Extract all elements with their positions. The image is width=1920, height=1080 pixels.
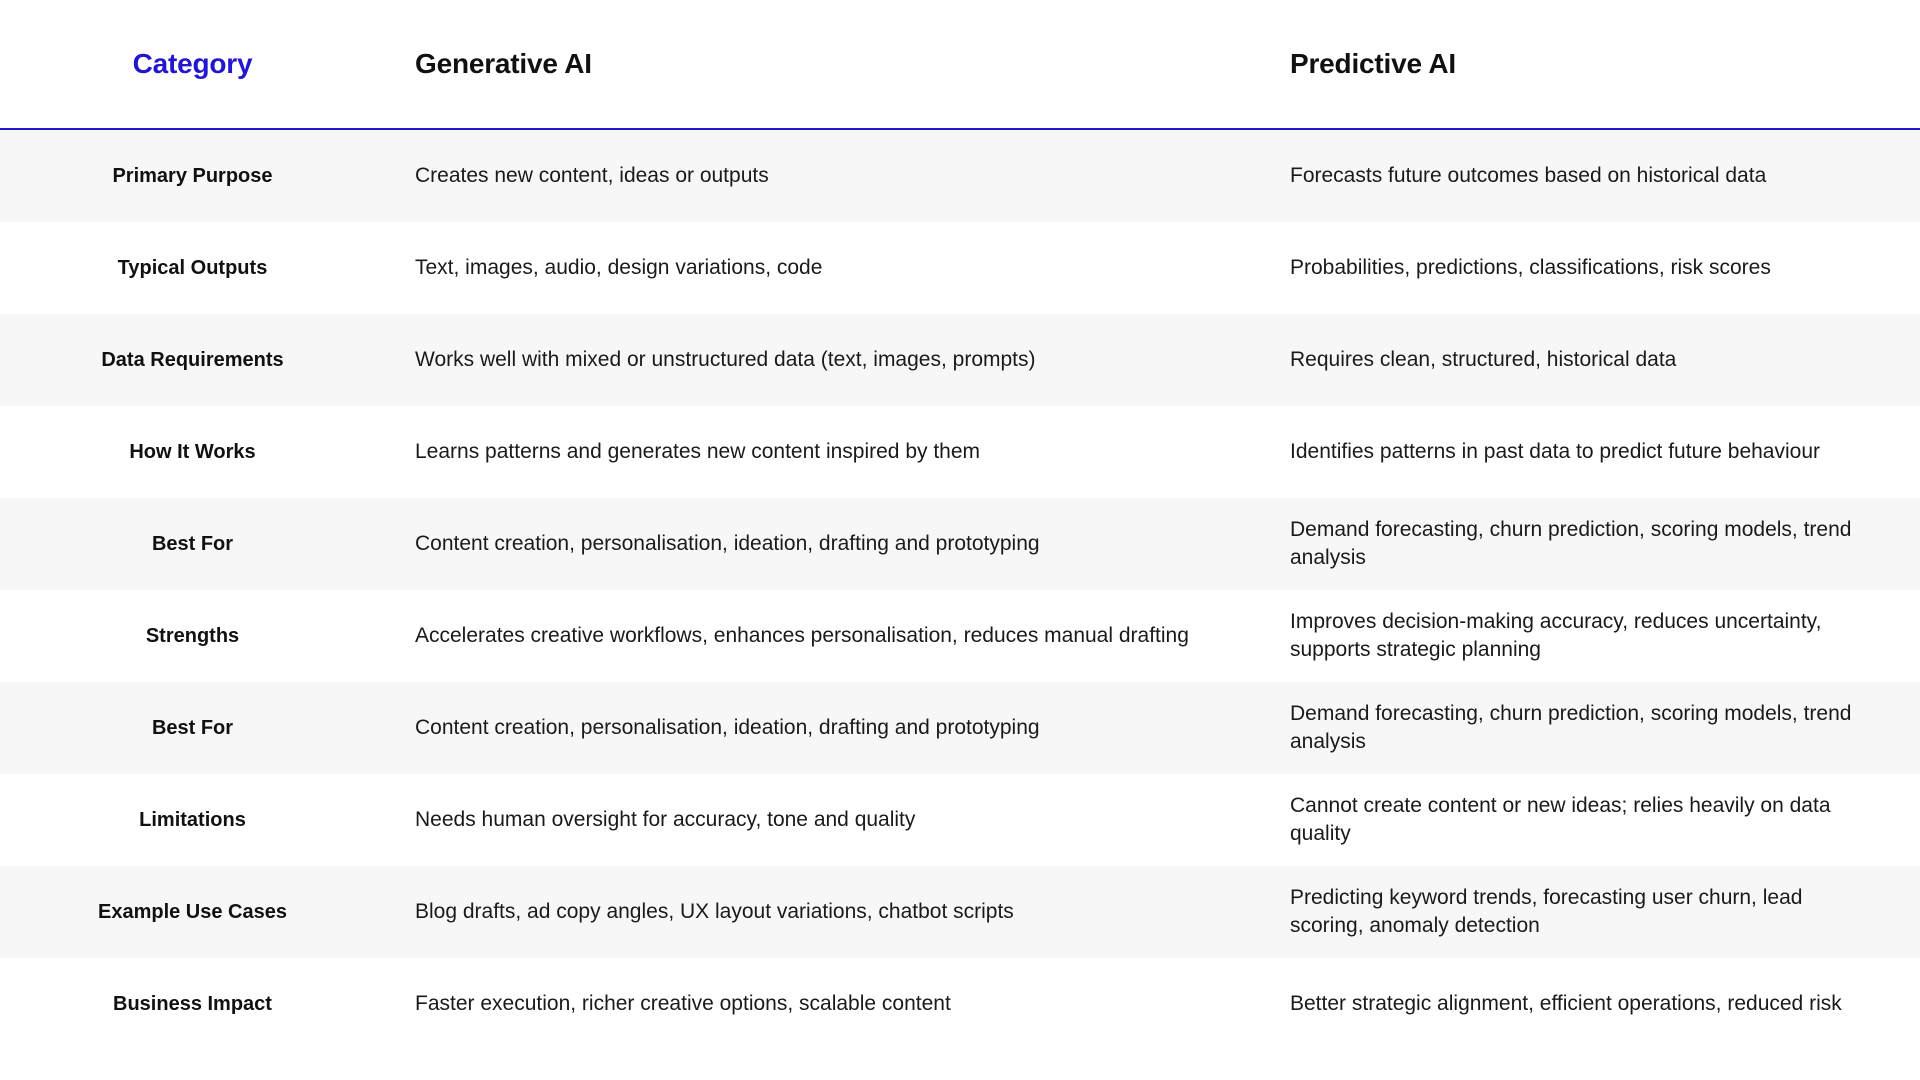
cell-predictive-ai: Better strategic alignment, efficient operations, reduced risk (1290, 991, 1842, 1015)
cell-category: Best For (151, 532, 234, 555)
cell-generative-ai: Blog drafts, ad copy angles, UX layout variations, chatbot scripts (415, 899, 1014, 923)
cell-predictive-ai: Probabilities, predictions, classifications, risk scores (1290, 255, 1771, 279)
table-row (0, 682, 1920, 774)
cell-category: Primary Purpose (112, 164, 273, 187)
cell-category: Best For (151, 716, 234, 739)
cell-predictive-ai: Improves decision-making accuracy, reduces uncertainty, supports strategic planning (1290, 609, 1822, 661)
cell-category: Limitations (139, 808, 246, 831)
cell-predictive-ai: Demand forecasting, churn prediction, scoring models, trend analysis (1290, 701, 1852, 753)
column-header-category: Category (0, 0, 385, 129)
table-row (0, 129, 1920, 222)
cell-category: Data Requirements (101, 348, 284, 371)
cell-generative-ai: Needs human oversight for accuracy, tone and quality (415, 807, 916, 831)
table-row (0, 590, 1920, 682)
table-row (0, 958, 1920, 1050)
cell-generative-ai: Works well with mixed or unstructured data (text, images, prompts) (415, 347, 1036, 371)
table-row (0, 314, 1920, 406)
column-header-generative-ai: Generative AI (385, 0, 1260, 129)
cell-predictive-ai: Forecasts future outcomes based on historical data (1290, 163, 1767, 187)
cell-category: Business Impact (113, 992, 272, 1015)
cell-generative-ai: Creates new content, ideas or outputs (415, 163, 769, 187)
table-header (0, 0, 1920, 129)
table-row (0, 866, 1920, 958)
table-row (0, 498, 1920, 590)
cell-category: Strengths (145, 624, 240, 647)
cell-generative-ai: Accelerates creative workflows, enhances personalisation, reduces manual drafting (415, 623, 1189, 647)
cell-category: Example Use Cases (97, 900, 287, 923)
cell-generative-ai: Content creation, personalisation, ideation, drafting and prototyping (415, 715, 1040, 739)
cell-predictive-ai: Demand forecasting, churn prediction, scoring models, trend analysis (1290, 517, 1852, 569)
cell-generative-ai: Text, images, audio, design variations, code (415, 255, 823, 279)
cell-predictive-ai: Cannot create content or new ideas; relies heavily on data quality (1290, 793, 1831, 845)
cell-generative-ai: Faster execution, richer creative options, scalable content (415, 991, 951, 1015)
cell-predictive-ai: Predicting keyword trends, forecasting user churn, lead scoring, anomaly detection (1290, 885, 1803, 937)
cell-category: Typical Outputs (117, 256, 268, 279)
column-header-predictive-ai: Predictive AI (1260, 0, 1920, 129)
table-row (0, 406, 1920, 498)
table-row (0, 774, 1920, 866)
cell-category: How It Works (129, 440, 256, 463)
cell-generative-ai: Learns patterns and generates new content inspired by them (415, 439, 981, 463)
cell-predictive-ai: Identifies patterns in past data to predict future behaviour (1290, 439, 1820, 463)
table-header-row (0, 0, 1920, 129)
cell-generative-ai: Content creation, personalisation, ideation, drafting and prototyping (415, 531, 1040, 555)
table-body (0, 129, 1920, 1050)
cell-predictive-ai: Requires clean, structured, historical data (1290, 347, 1677, 371)
table-row (0, 222, 1920, 314)
